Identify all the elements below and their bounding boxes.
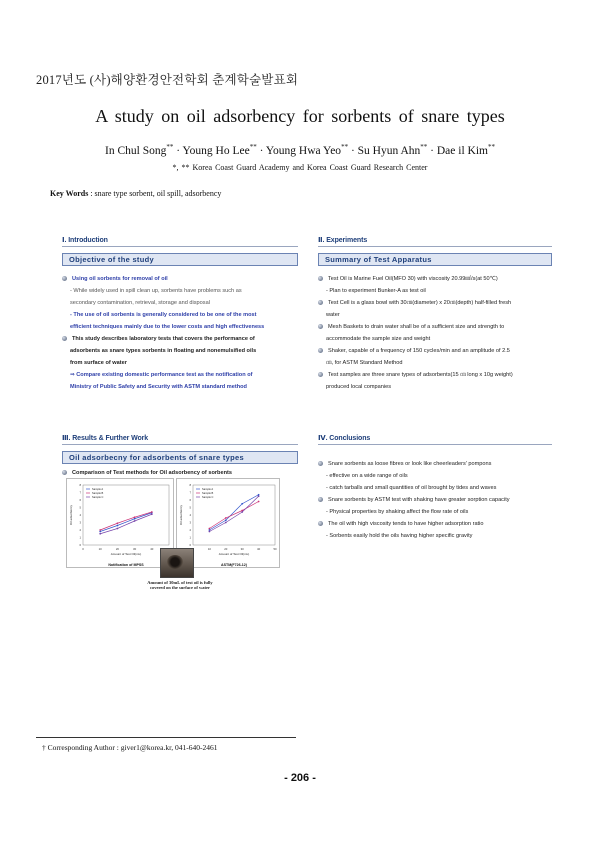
bullet-icon: [62, 336, 67, 341]
list-item-text: - effective on a wide range of oils: [326, 473, 408, 479]
list-item-text: produced local companies: [326, 384, 391, 390]
y-tick-label: 1: [79, 535, 81, 540]
list-item: [62, 333, 298, 345]
list-item: [62, 357, 298, 369]
list-item: [62, 381, 298, 393]
author-name: Young Hwa Yeo: [265, 144, 342, 157]
list-item: [62, 369, 298, 381]
photo-caption-line-1: Amount of 30mL of test oil is fully: [147, 580, 213, 585]
bullet-icon: [62, 276, 67, 281]
list-item-text: - The use of oil sorbents is generally considered to be one of the most: [70, 312, 257, 318]
experiments-list: [318, 273, 552, 393]
list-item-text: efficient techniques mainly due to the lower costs and high effectiveness: [70, 324, 265, 330]
x-tick-label: 30: [133, 547, 137, 551]
conclusions-divider: [318, 444, 552, 445]
list-item: [318, 494, 552, 506]
chart-title: ASTM(F726-12): [221, 563, 247, 567]
x-tick-label: 20: [224, 547, 228, 551]
keywords-text: : snare type sorbent, oil spill, adsorbency: [88, 189, 222, 198]
data-point: [209, 528, 211, 530]
x-tick-label: 0: [82, 547, 84, 551]
list-item: [318, 381, 552, 393]
bullet-icon: [318, 497, 323, 502]
x-tick-label: 10: [207, 547, 211, 551]
mpss-chart: [66, 478, 174, 568]
x-axis-label: Amount of Test Oil(mL): [110, 552, 142, 556]
author-separator: ·: [256, 144, 266, 157]
series-line: [100, 512, 152, 530]
data-point: [134, 520, 136, 522]
list-item: [318, 345, 552, 357]
list-item: [318, 273, 552, 285]
author-name: Dae il Kim: [436, 144, 488, 157]
data-point: [117, 528, 119, 530]
data-point: [99, 533, 101, 535]
legend-entry: Sample B: [92, 492, 104, 495]
series-line: [100, 514, 152, 534]
list-item-text: Snare sorbents by ASTM test with shaking have greater sorption capacity: [328, 497, 510, 503]
author-name: In Chul Song: [105, 144, 167, 157]
author-mark: **: [249, 143, 257, 151]
list-item-text: secondary contamination, retrieval, storage and disposal: [70, 300, 210, 306]
bullet-icon: [318, 372, 323, 377]
conclusions-section: [318, 434, 552, 542]
list-item-text: water: [326, 312, 340, 318]
introduction-list: [62, 273, 298, 393]
list-item-text: ㎝, for ASTM Standard Method: [326, 360, 403, 366]
list-item: [62, 297, 298, 309]
affiliation: *, ** Korea Coast Guard Academy and Korea Coast Guard Research Center: [172, 163, 428, 172]
list-item: [318, 506, 552, 518]
series-line: [209, 502, 258, 529]
results-subheading: Oil adsorbecny for adsorbents of snare types: [62, 451, 298, 464]
bullet-icon: [318, 461, 323, 466]
conclusions-heading: Ⅳ. Conclusions: [318, 435, 371, 442]
list-item-text: ⇒ Compare existing domestic performance test as the notification of: [70, 372, 253, 378]
data-point: [151, 511, 153, 513]
page-number: - 206 -: [284, 772, 316, 784]
author-name: Su Hyun Ahn: [357, 144, 421, 157]
data-point: [225, 517, 227, 519]
list-item-text: - Sorbents easily hold the oils having higher specific gravity: [326, 533, 473, 539]
data-point: [117, 522, 119, 524]
photo-caption-line-2: covered on the surface of water: [149, 585, 211, 590]
conclusions-list: [318, 458, 552, 542]
bullet-icon: [318, 276, 323, 281]
list-item-text: adsorbents as snare types sorbents in floating and nonemulsified oils: [70, 348, 257, 354]
bullet-icon: [62, 470, 67, 475]
y-tick-label: 2: [189, 528, 191, 532]
x-tick-label: 10: [98, 547, 102, 551]
y-tick-label: 4: [79, 513, 81, 517]
data-point: [241, 503, 243, 505]
y-tick-label: 6: [189, 498, 191, 502]
bullet-icon: [318, 348, 323, 353]
introduction-divider: [62, 246, 298, 247]
test-photo: [160, 548, 194, 578]
list-item: [62, 321, 298, 333]
legend-entry: Sample C: [92, 496, 104, 499]
experiments-section: [318, 236, 552, 393]
introduction-heading: Ⅰ. Introduction: [62, 237, 108, 244]
legend-entry: Sample A: [202, 488, 214, 491]
conference-header: 2017년도 (사)해양환경안전학회 춘계학술발표회: [36, 73, 299, 87]
x-tick-label: 20: [115, 547, 119, 551]
y-tick-label: 0: [79, 543, 81, 547]
y-axis-label: Oil adsorbency: [179, 504, 183, 526]
list-item: [318, 482, 552, 494]
list-item: [318, 333, 552, 345]
y-tick-label: 6: [79, 498, 81, 502]
bullet-icon: [318, 300, 323, 305]
x-tick-label: 50: [273, 547, 277, 551]
list-item: [62, 309, 298, 321]
paper-title: A study on oil adsorbency for sorbents of snare types: [95, 106, 505, 126]
list-item: [318, 458, 552, 470]
list-item-text: Using oil sorbents for removal of oil: [72, 276, 168, 282]
list-item-text: The oil with high viscosity tends to have higher adsorption ratio: [328, 521, 484, 527]
y-tick-label: 0: [189, 543, 191, 547]
data-point: [151, 513, 153, 515]
list-item-text: - While widely used in spill clean up, sorbents have problems such as: [70, 288, 242, 294]
photo-caption: [140, 580, 220, 590]
list-item-text: Test Oil is Marine Fuel Oil(MFO 30) with viscosity 20.99㎟/s(at 50℃): [328, 276, 498, 282]
series-line: [209, 495, 258, 530]
experiments-heading: Ⅱ. Experiments: [318, 237, 368, 244]
list-item: [318, 470, 552, 482]
chart-title: Notification of MPSS: [108, 563, 144, 567]
y-axis-label: Oil adsorbency: [69, 504, 73, 526]
x-axis-label: Amount of Test Oil(mL): [218, 552, 250, 556]
list-item: [318, 309, 552, 321]
list-item: [62, 345, 298, 357]
data-point: [134, 516, 136, 518]
author-separator: ·: [173, 144, 183, 157]
list-item: [318, 518, 552, 530]
list-item-text: This study describes laboratory tests that covers the performance of: [72, 336, 255, 342]
list-item-text: - Physical properties by shaking affect the flow rate of oils: [326, 509, 469, 515]
author-mark: **: [420, 143, 428, 151]
series-line: [100, 513, 152, 532]
data-point: [258, 495, 260, 497]
list-item-text: - catch tarballs and small quantities of oil brought by tides and waves: [326, 485, 497, 491]
results-section: [62, 434, 298, 479]
legend-entry: Sample A: [92, 488, 104, 491]
mpss-chart-svg: [67, 479, 175, 569]
legend-entry: Sample B: [202, 492, 214, 495]
x-tick-label: 40: [257, 547, 261, 551]
footnote: † Corresponding Author : giver1@korea.kr, 041-640-2461: [42, 743, 218, 752]
list-item: [62, 285, 298, 297]
results-item-text: Comparison of Test methods for Oil adsorbency of sorbents: [72, 470, 232, 476]
list-item: [318, 285, 552, 297]
author-list: [0, 143, 600, 157]
author-mark: **: [487, 143, 495, 151]
list-item: [62, 273, 298, 285]
author-mark: **: [166, 143, 174, 151]
y-tick-label: 7: [79, 490, 81, 495]
list-item-text: - Plan to experiment Bunker-A as test oil: [326, 288, 426, 294]
y-tick-label: 3: [189, 520, 191, 525]
data-point: [117, 525, 119, 527]
x-tick-label: 40: [150, 547, 154, 551]
list-item: [318, 357, 552, 369]
bullet-icon: [318, 521, 323, 526]
footnote-rule: [36, 737, 296, 738]
y-tick-label: 3: [79, 520, 81, 525]
data-point: [225, 519, 227, 521]
y-tick-label: 8: [79, 483, 81, 487]
x-tick-label: 30: [240, 547, 244, 551]
author-separator: ·: [427, 144, 437, 157]
list-item: [318, 297, 552, 309]
list-item-text: Ministry of Public Safety and Security with ASTM standard method: [70, 384, 247, 390]
list-item-text: accommodate the sample size and weight: [326, 336, 431, 342]
legend-entry: Sample C: [202, 496, 214, 499]
author-mark: **: [341, 143, 349, 151]
y-tick-label: 5: [79, 505, 81, 510]
keywords: [50, 189, 221, 198]
y-tick-label: 1: [189, 535, 191, 540]
y-tick-label: 5: [189, 505, 191, 510]
author-name: Young Ho Lee: [182, 144, 250, 157]
y-tick-label: 8: [189, 483, 191, 487]
list-item-text: Shaker, capable of a frequency of 150 cycles/min and an amplitude of 2.5: [328, 348, 510, 354]
list-item-text: Mesh Baskets to drain water shall be of a sufficient size and strength to: [328, 324, 505, 330]
list-item: [318, 530, 552, 542]
keywords-label: Key Words: [50, 189, 89, 198]
y-tick-label: 4: [189, 513, 191, 517]
data-point: [209, 531, 211, 533]
list-item-text: Test samples are three snare types of adsorbents(15 ㎝ long x 10g weight): [328, 372, 513, 378]
list-item: [318, 369, 552, 381]
list-item-text: from surface of water: [70, 360, 127, 366]
data-point: [99, 529, 101, 531]
list-item-text: Test Cell is a glass bowl with 30㎝(diameter) x 20㎝(depth) half-filled fresh: [328, 300, 512, 306]
data-point: [225, 522, 227, 524]
bullet-icon: [318, 324, 323, 329]
results-divider: [62, 444, 298, 445]
results-heading: Ⅲ. Results & Further Work: [62, 435, 149, 442]
introduction-section: [62, 236, 298, 393]
y-tick-label: 2: [79, 528, 81, 532]
data-point: [258, 501, 260, 503]
introduction-subheading: Objective of the study: [62, 253, 298, 266]
y-tick-label: 7: [189, 490, 191, 495]
data-point: [241, 511, 243, 513]
author-separator: ·: [348, 144, 358, 157]
experiments-divider: [318, 246, 552, 247]
list-item-text: Snare sorbents as loose fibres or look like cheerleaders' pompons: [328, 461, 492, 467]
experiments-subheading: Summary of Test Apparatus: [318, 253, 552, 266]
list-item: [318, 321, 552, 333]
